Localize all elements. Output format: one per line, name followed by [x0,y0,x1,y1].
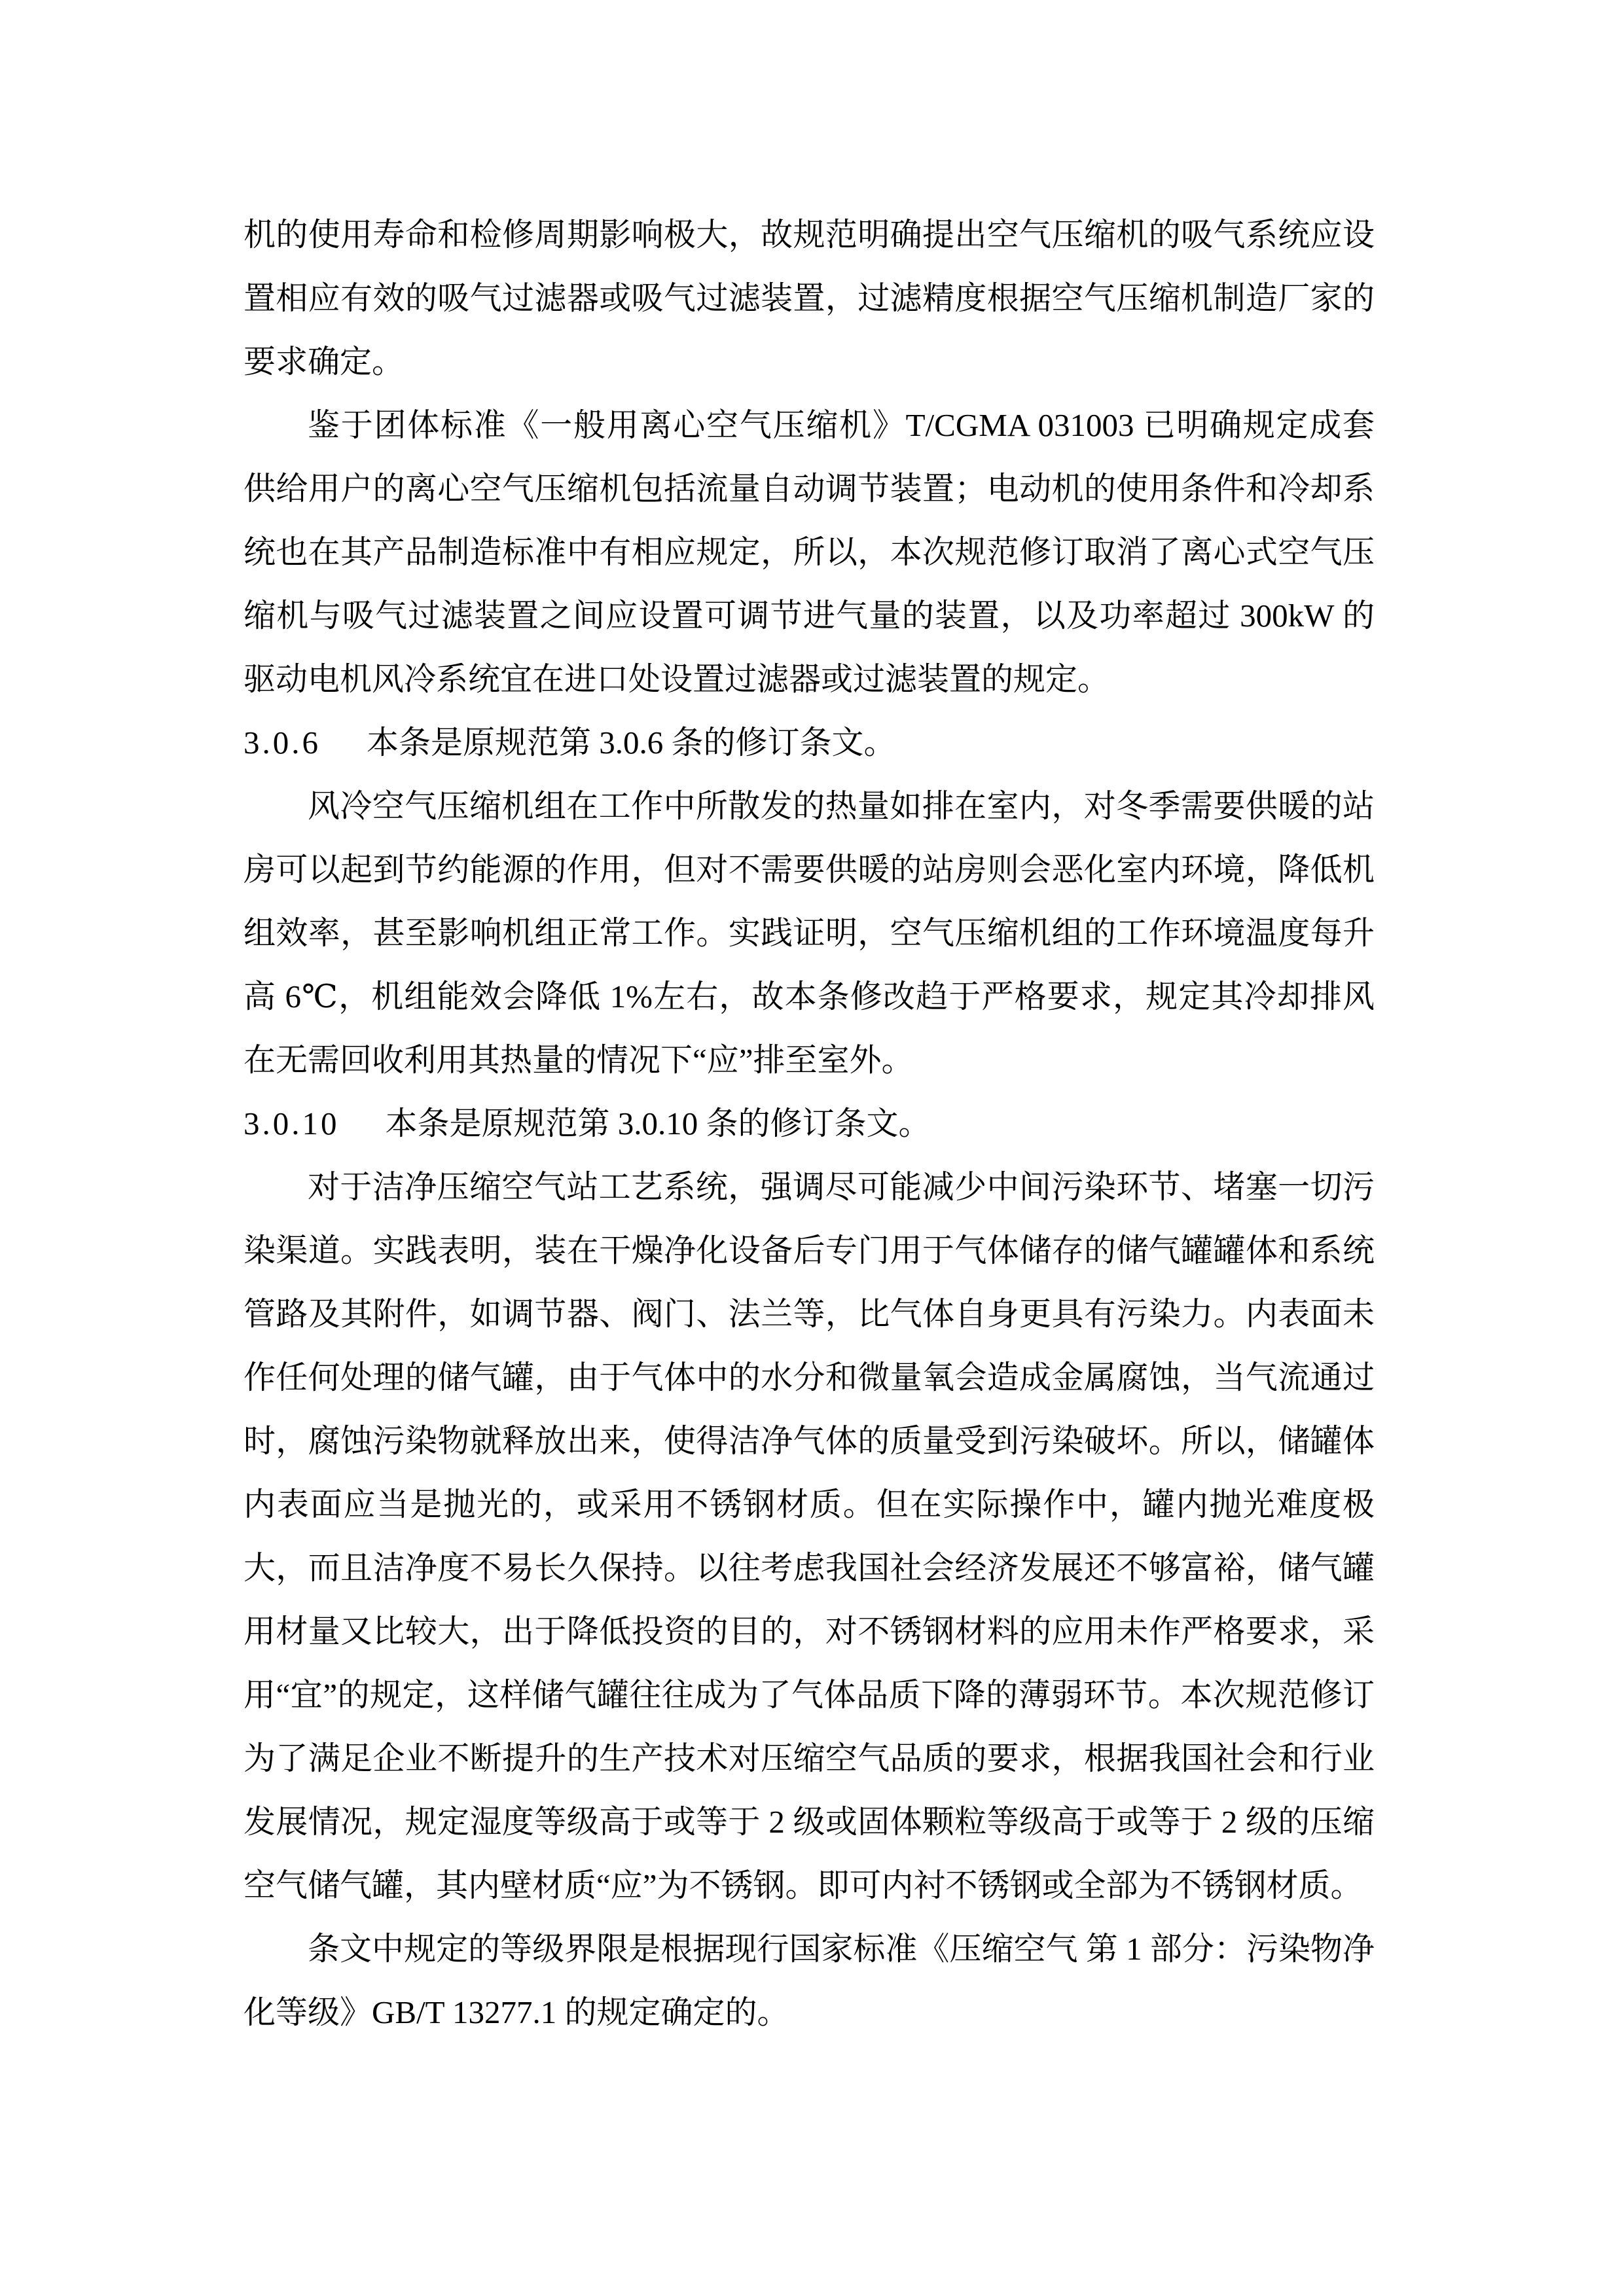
paragraph-clean-compressed-air-system: 对于洁净压缩空气站工艺系统，强调尽可能减少中间污染环节、堵塞一切污染渠道。实践表明，装在干燥净化设备后专门用于气体储存的储气罐罐体和系统管路及其附件，如调节器、阀门、法兰等，比气体自身更具有污染力。内表面未作任何处理的储气罐，由于气体中的水分和微量氧会造成金属腐蚀，当气流通过时，腐蚀污染物就释放出来，使得洁净气体的质量受到污染破坏。所以，储罐体内表面应当是抛光的，或采用不锈钢材质。但在实际操作中，罐内抛光难度极大，而且洁净度不易长久保持。以往考虑我国社会经济发展还不够富裕，储气罐用材量又比较大，出于降低投资的目的，对不锈钢材料的应用未作严格要求，采用“宜”的规定，这样储气罐往往成为了气体品质下降的薄弱环节。本次规范修订为了满足企业不断提升的生产技术对压缩空气品质的要求，根据我国社会和行业发展情况，规定湿度等级高于或等于 2 级或固体颗粒等级高于或等于 2 级的压缩空气储气罐，其内壁材质“应”为不锈钢。即可内衬不锈钢或全部为不锈钢材质。 [244,1169,1375,1903]
paragraph-air-cooled-unit-heat: 风冷空气压缩机组在工作中所散发的热量如排在室内，对冬季需要供暖的站房可以起到节约能源的作用，但对不需要供暖的站房则会恶化室内环境，降低机组效率，甚至影响机组正常工作。实践证明，空气压缩机组的工作环境温度每升高 6℃，机组能效会降低 1%左右，故本条修改趋于严格要求，规定其冷却排风在无需回收利用其热量的情况下“应”排至室外。 [244,788,1375,1078]
paragraph-centrifugal-compressor: 鉴于团体标准《一般用离心空气压缩机》T/CGMA 031003 已明确规定成套供给用户的离心空气压缩机包括流量自动调节装置；电动机的使用条件和冷却系统也在其产品制造标准中有相应规定，所以，本次规范修订取消了离心式空气压缩机与吸气过滤装置之间应设置可调节进气量的装置，以及功率超过 300kW 的驱动电机风冷系统宜在进口处设置过滤器或过滤装置的规定。 [244,407,1375,697]
clause-number: 3.0.6 [244,725,321,761]
clause-heading-3-0-10 [244,1092,1375,1155]
clause-text: 本条是原规范第 3.0.6 条的修订条文。 [367,725,896,761]
document-body [244,203,1375,2044]
clause-text: 本条是原规范第 3.0.10 条的修订条文。 [385,1105,931,1141]
clause-number: 3.0.10 [244,1105,340,1141]
paragraph-continuation: 机的使用寿命和检修周期影响极大，故规范明确提出空气压缩机的吸气系统应设置相应有效的吸气过滤器或吸气过滤装置，过滤精度根据空气压缩机制造厂家的要求确定。 [244,217,1375,380]
clause-heading-3-0-6 [244,711,1375,774]
paragraph-grade-limit-basis: 条文中规定的等级界限是根据现行国家标准《压缩空气 第 1 部分：污染物净化等级》GB/T 13277.1 的规定确定的。 [244,1931,1375,2030]
